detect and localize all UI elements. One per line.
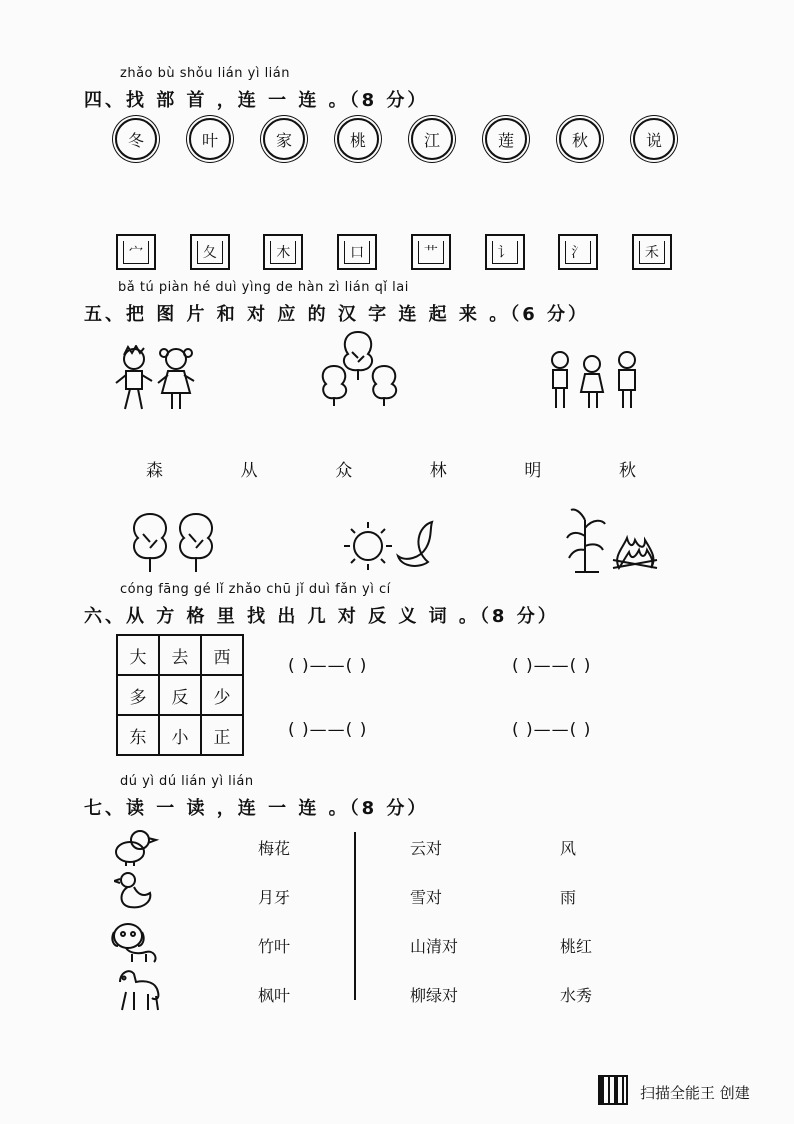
left-word: 竹叶 [258,937,291,956]
plant-fire-picture [565,506,667,576]
sec7-title: 七、读 一 读 ，连 一 连 。（8 分） [84,798,429,819]
left-word: 枫叶 [258,986,291,1005]
two-trees-picture [128,512,220,574]
grid-cell: 去 [159,635,201,675]
mid-word: 雪对 [410,888,443,907]
radical-char: 木 [270,241,296,264]
sec5-char: 秋 [618,461,636,481]
sec5-char: 森 [146,461,163,481]
sun-moon-picture [340,516,450,576]
column-divider [354,832,356,1000]
mid-word: 云对 [410,839,443,858]
radical-char: 禾 [639,241,665,264]
mid-word: 柳绿对 [410,986,459,1005]
radical-char: 氵 [565,241,591,264]
flower-char: 叶 [189,118,231,160]
antonym-blank-pair[interactable]: ( )——( ) [288,720,368,740]
duckling-icon [114,870,158,914]
sec5-char: 从 [240,461,258,481]
left-word: 月牙 [258,888,291,907]
right-word: 雨 [560,888,577,907]
antonym-blank-pair[interactable]: ( )——( ) [512,656,592,676]
grid-cell: 正 [201,715,243,755]
grid-cell: 西 [201,635,243,675]
flower-char: 桃 [337,118,379,160]
pony-icon [112,966,164,1012]
grid-cell: 东 [117,715,159,755]
sec5-title: 五、把 图 片 和 对 应 的 汉 字 连 起 来 。（6 分） [84,304,589,325]
puppy-icon [110,918,164,964]
sec4-radical-row [116,234,672,270]
sec5-char: 众 [335,461,353,481]
grid-cell: 多 [117,675,159,715]
sec4-title: 四、找 部 首 ，连 一 连 。（8 分） [84,90,429,111]
right-word: 水秀 [560,986,593,1005]
right-word-column [560,836,592,1032]
antonym-grid [116,634,244,756]
sec5-char-row [146,456,636,481]
flower-char: 家 [263,118,305,160]
radical-cup [337,234,377,270]
flower-char: 江 [411,118,453,160]
flower-char: 莲 [485,118,527,160]
sec6-title: 六、从 方 格 里 找 出 几 对 反 义 词 。（8 分） [84,606,559,627]
sec4-flower-row [115,118,675,160]
qr-code-icon [598,1075,628,1105]
radical-cup [558,234,598,270]
radical-char: 夂 [197,241,223,264]
chick-icon [110,826,160,866]
right-word: 桃红 [560,937,593,956]
sec5-pinyin: bǎ tú piàn hé duì yìng de hàn zì lián qǐ lai [118,280,409,295]
sec5-char: 明 [524,461,542,481]
radical-cup [116,234,156,270]
radical-cup [632,234,672,270]
grid-cell: 反 [159,675,201,715]
three-children-picture [545,350,645,412]
radical-cup [263,234,303,270]
radical-cup [485,234,525,270]
radical-char: 讠 [492,241,518,264]
mid-word: 山清对 [410,937,459,956]
flower-char: 说 [633,118,675,160]
sec5-char: 林 [429,461,447,481]
flower-char: 秋 [559,118,601,160]
radical-char: 口 [344,241,370,264]
left-word: 梅花 [258,839,291,858]
sec6-pinyin: cóng fāng gé lǐ zhǎo chū jǐ duì fǎn yì cí [120,582,391,597]
radical-char: 艹 [418,241,444,264]
footer-watermark: 扫描全能王 创建 [640,1084,750,1102]
flower-char: 冬 [115,118,157,160]
three-trees-picture [318,328,408,408]
sec4-pinyin: zhǎo bù shǒu lián yì lián [120,66,291,81]
right-word: 风 [560,839,577,858]
antonym-blank-pair[interactable]: ( )——( ) [288,656,368,676]
two-children-picture [112,345,202,415]
left-word-column [258,836,290,1032]
grid-cell: 小 [159,715,201,755]
sec7-pinyin: dú yì dú lián yì lián [120,774,254,789]
grid-cell: 大 [117,635,159,675]
grid-cell: 少 [201,675,243,715]
mid-word-column [410,836,458,1032]
radical-cup [411,234,451,270]
radical-char: 宀 [123,241,149,264]
antonym-blank-pair[interactable]: ( )——( ) [512,720,592,740]
radical-cup [190,234,230,270]
